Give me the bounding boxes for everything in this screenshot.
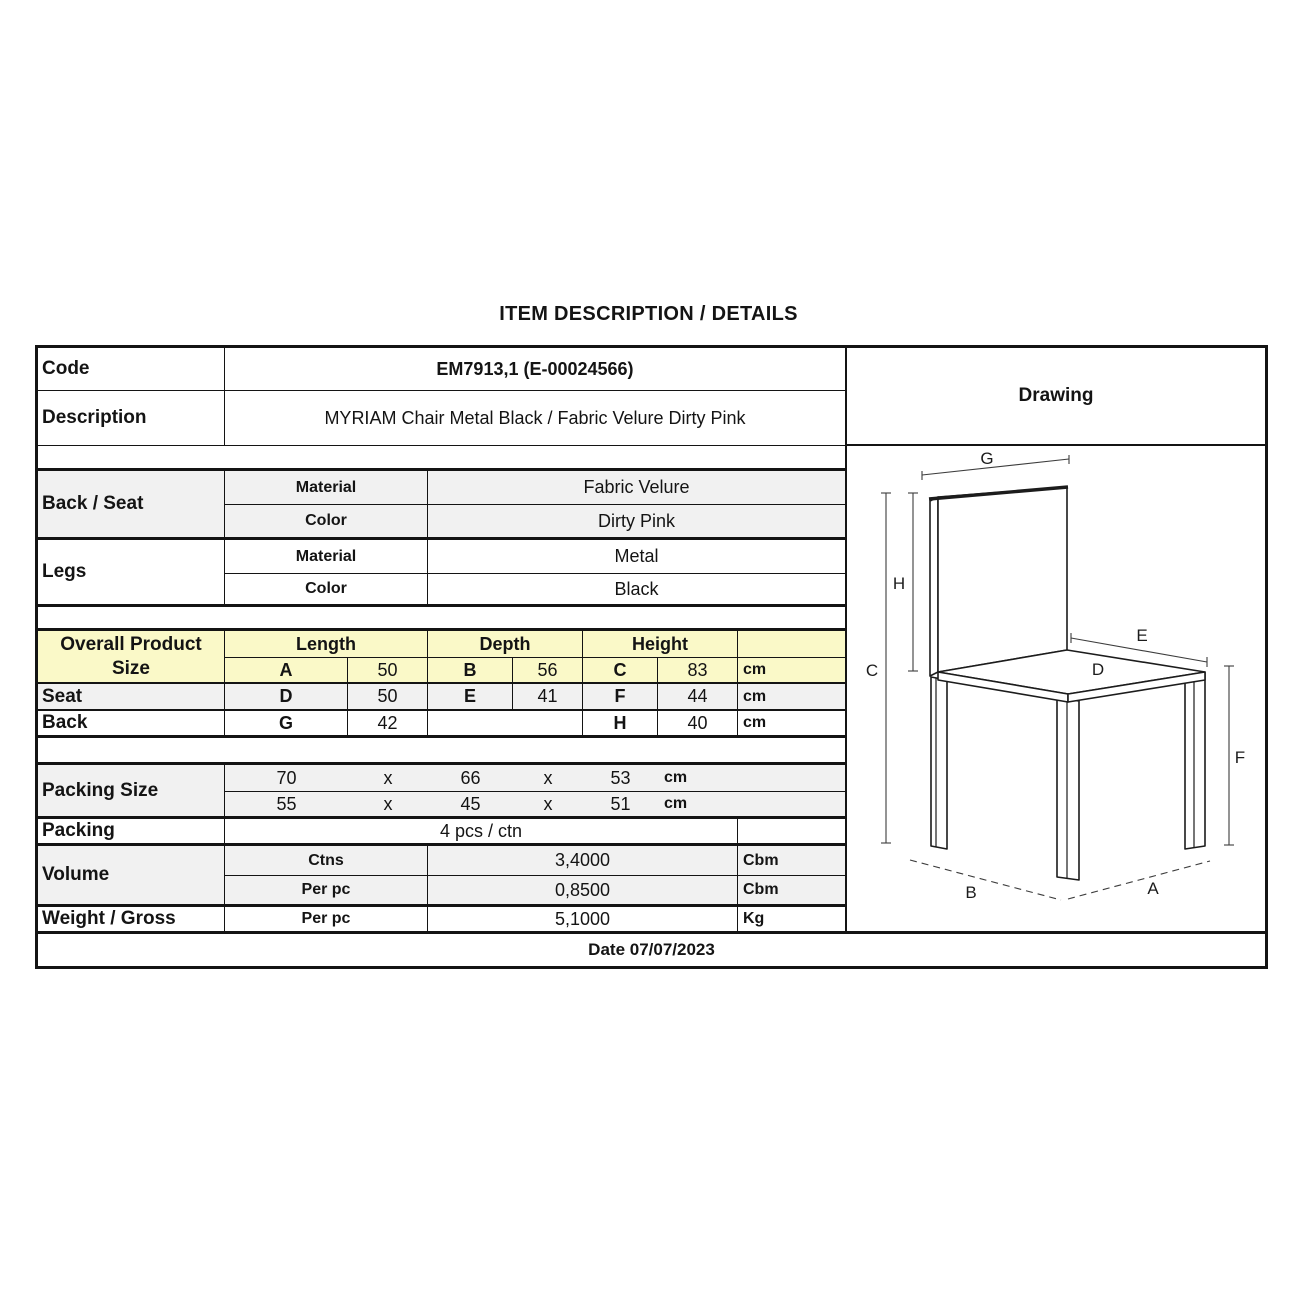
legs-color-label: Color [225,574,428,607]
chair-drawing-svg [847,446,1265,931]
overall-size-label [38,631,225,684]
volume-ctns-key: Ctns [225,846,428,876]
length-header: Length [225,631,428,658]
weight-key: Per pc [225,907,428,934]
packing1-v3: 53 [610,767,631,788]
legs-label: Legs [38,540,225,607]
spacer-row [38,446,847,471]
packing1-v1: 70 [276,767,297,788]
description-label: Description [38,391,225,446]
code-label: Code [38,348,225,391]
item-details-table [35,345,1268,969]
weight-unit: Kg [738,907,847,934]
packing-label: Packing [38,819,225,846]
legs-color-value: Black [428,574,847,607]
dim-label-a: A [1147,879,1159,898]
weight-label: Weight / Gross [38,907,225,934]
seat-depth-value: 41 [513,684,583,711]
packing2-v3: 51 [610,793,631,814]
description-value: MYRIAM Chair Metal Black / Fabric Velure Dirty Pink [225,391,847,446]
back-length-key: G [225,711,348,738]
volume-perpc-unit: Cbm [738,876,847,907]
volume-ctns-unit: Cbm [738,846,847,876]
dim-label-d: D [1091,660,1105,679]
back-depth-empty [428,711,583,738]
back-label: Back [38,711,225,738]
code-value: EM7913,1 (E-00024566) [225,348,847,391]
volume-perpc-value: 0,8500 [428,876,738,907]
packing2-unit: cm [664,795,688,812]
overall-depth-value: 56 [513,658,583,684]
back-height-value: 40 [658,711,738,738]
packing2-sep2: x [543,793,553,814]
dim-label-f: F [1234,748,1246,767]
back-seat-color-label: Color [225,505,428,540]
overall-unit: cm [738,658,847,684]
legs-material-value: Metal [428,540,847,574]
weight-value: 5,1000 [428,907,738,934]
back-height-key: H [583,711,658,738]
packing-unit-empty [738,819,847,846]
packing2-v1: 55 [276,793,297,814]
seat-label: Seat [38,684,225,711]
packing1-v2: 66 [460,767,481,788]
unit-header-empty [738,631,847,658]
packing2-v2: 45 [460,793,481,814]
overall-height-value: 83 [658,658,738,684]
packing-size-row2 [225,792,847,819]
depth-header: Depth [428,631,583,658]
seat-height-key: F [583,684,658,711]
dim-label-c: C [865,661,879,680]
seat-unit: cm [738,684,847,711]
back-seat-material-value: Fabric Velure [428,471,847,505]
overall-height-key: C [583,658,658,684]
volume-ctns-value: 3,4000 [428,846,738,876]
dim-label-g: G [980,449,994,468]
seat-height-value: 44 [658,684,738,711]
back-seat-color-value: Dirty Pink [428,505,847,540]
packing1-unit: cm [664,769,688,786]
seat-depth-key: E [428,684,513,711]
page-title: ITEM DESCRIPTION / DETAILS [499,303,798,325]
dim-label-b: B [965,883,977,902]
spacer-row [38,607,847,631]
volume-label: Volume [38,846,225,907]
back-length-value: 42 [348,711,428,738]
packing-size-row1 [225,765,847,792]
spacer-row [38,738,847,765]
back-seat-material-label: Material [225,471,428,505]
height-header: Height [583,631,738,658]
legs-material-label: Material [225,540,428,574]
chair-drawing [847,446,1265,934]
overall-depth-key: B [428,658,513,684]
packing1-sep2: x [543,767,553,788]
packing-value: 4 pcs / ctn [225,819,738,846]
overall-size-label-line1: Overall Product [60,633,202,655]
packing1-sep1: x [383,767,393,788]
overall-size-label-line2: Size [111,657,151,679]
packing2-sep1: x [383,793,393,814]
seat-length-key: D [225,684,348,711]
back-seat-label: Back / Seat [38,471,225,540]
dim-label-e: E [1136,626,1148,645]
overall-length-key: A [225,658,348,684]
date-row: Date 07/07/2023 [588,940,715,959]
back-unit: cm [738,711,847,738]
chair-shape [929,487,1205,880]
packing-size-label: Packing Size [38,765,225,819]
dim-label-h: H [892,574,906,593]
overall-length-value: 50 [348,658,428,684]
seat-length-value: 50 [348,684,428,711]
volume-perpc-key: Per pc [225,876,428,907]
drawing-header: Drawing [847,348,1265,446]
